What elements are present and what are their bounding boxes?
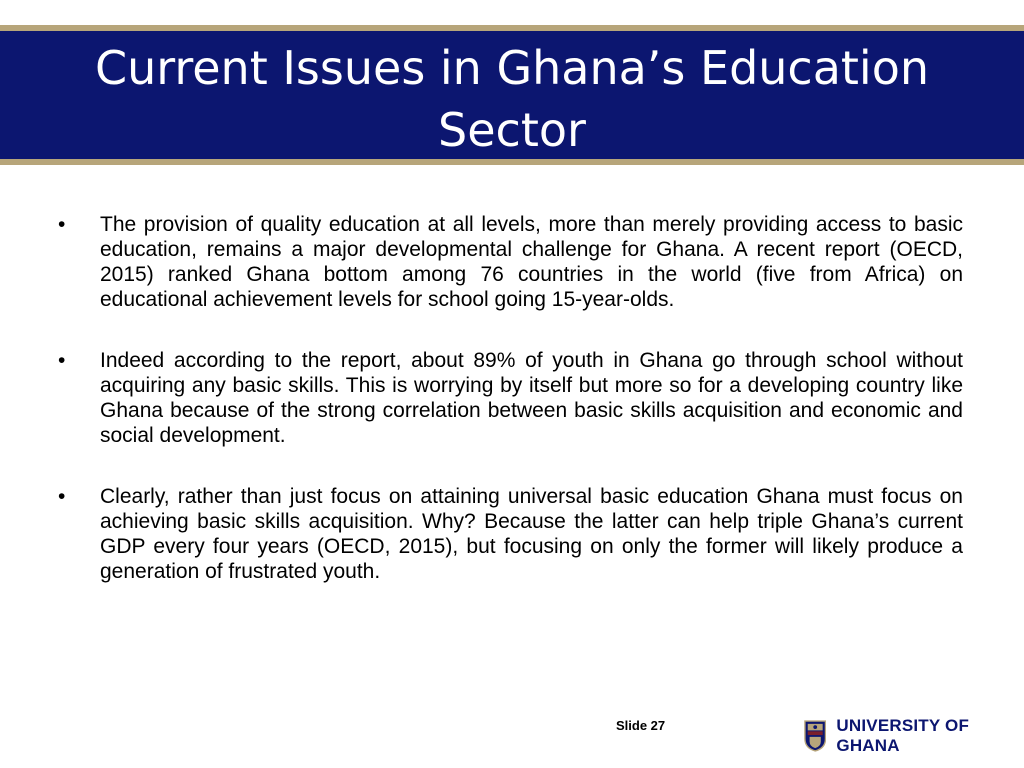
bullet-list: [58, 212, 963, 620]
bullet-item: [58, 348, 963, 448]
bullet-text: Clearly, rather than just focus on attaining universal basic education Ghana must focus on achieving basic skills acquisition. Why? Because the latter can help triple Ghana’s current GDP every four years (OECD, 2015), but focusing on only the former will likely produce a generation of frustrated youth.: [100, 485, 963, 583]
bullet-item: [58, 212, 963, 312]
bullet-text: The provision of quality education at all levels, more than merely providing access to basic education, remains a major developmental challenge for Ghana. A recent report (OECD, 2015) ranked Ghana bottom among 76 countries in the world (five from Africa) on educational achievement levels for school going 15-year-olds.: [100, 213, 963, 311]
university-logo: [804, 718, 1024, 754]
institution-name: UNIVERSITY OF GHANA: [836, 716, 970, 755]
title-band: [0, 25, 1024, 165]
bullet-item: [58, 484, 963, 584]
bullet-marker: •: [58, 349, 66, 372]
bullet-marker: •: [58, 213, 66, 236]
slide-number: Slide 27: [616, 718, 666, 733]
university-crest-icon: [804, 719, 826, 753]
slide-title: Current Issues in Ghana’s Education Sector: [94, 41, 930, 157]
bullet-marker: •: [58, 485, 66, 508]
bullet-text: Indeed according to the report, about 89% of youth in Ghana go through school without acquiring any basic skills. This is worrying by itself but more so for a developing country like Ghana because of the strong correlation between basic skills acquisition and economic and social development.: [100, 349, 963, 447]
